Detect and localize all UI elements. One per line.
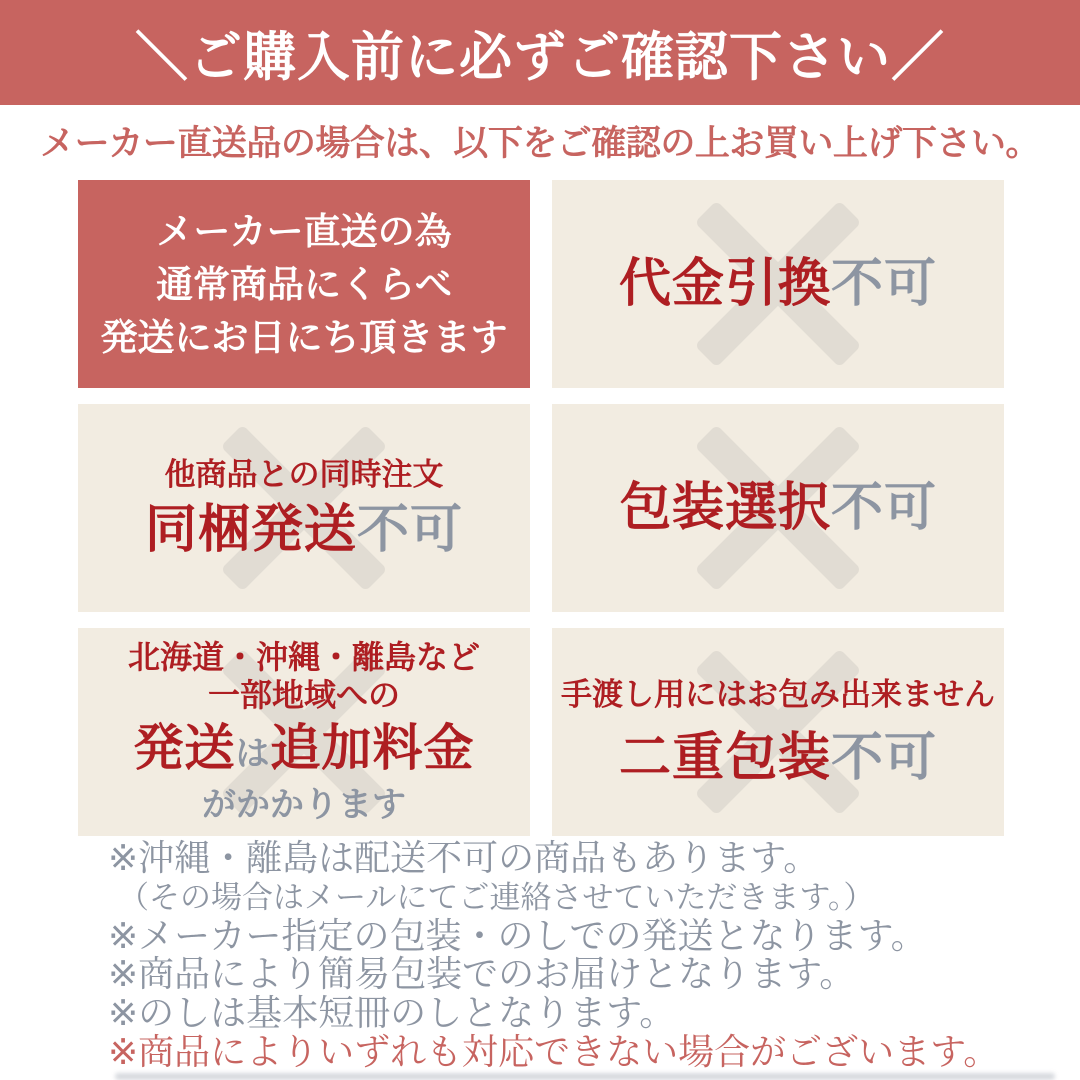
note-line: ※沖縄・離島は配送不可の商品もあります。 — [108, 838, 820, 879]
header-banner — [0, 0, 1080, 105]
footnotes — [108, 840, 1068, 1073]
cropped-bottom-text-artifact — [115, 1073, 1055, 1080]
card-main-label: 包装選択不可 — [618, 478, 938, 538]
card-double-wrapping-not-available — [552, 628, 1004, 836]
card-cod-not-available — [552, 180, 1004, 388]
card-text-line: 通常商品にくらべ — [156, 262, 452, 306]
card-tail-label: がかかります — [201, 785, 406, 825]
card-main-label: 発送は追加料金 — [133, 719, 475, 777]
subtitle: メーカー直送品の場合は、以下をご確認の上お買い上げ下さい。 — [40, 124, 1040, 164]
card-wrapping-choice-not-available — [552, 404, 1004, 612]
card-sub-label: 他商品との同時注文 — [164, 457, 444, 493]
card-direct-shipping-lead-time — [78, 180, 530, 388]
card-sub-label: 手渡し用にはお包み出来ません — [561, 677, 995, 713]
note-line: ※メーカー指定の包装・のしでの発送となります。 — [108, 915, 927, 957]
card-text-line: メーカー直送の為 — [156, 209, 452, 253]
card-bundle-shipping-not-available — [78, 404, 530, 612]
note-line: （その場合はメールにてご連絡させていただきます。） — [118, 879, 875, 916]
card-main-label: 代金引換不可 — [618, 254, 938, 314]
card-sub-label: 北海道・沖縄・離島など — [127, 638, 480, 676]
card-main-label: 二重包装不可 — [618, 728, 938, 788]
note-line: ※商品によりいずれも対応できない場合がございます。 — [108, 1031, 1000, 1073]
card-remote-area-surcharge — [78, 628, 530, 836]
card-main-label: 同梱発送不可 — [144, 500, 464, 560]
note-line: ※のしは基本短冊のしとなります。 — [108, 993, 676, 1035]
card-text-line: 発送にお日にち頂きます — [100, 315, 508, 359]
card-sub-label: 一部地域への — [207, 676, 400, 714]
note-line: ※商品により簡易包装でのお届けとなります。 — [108, 954, 856, 996]
page-title: ＼ご購入前に必ずご確認下さい／ — [135, 26, 945, 88]
